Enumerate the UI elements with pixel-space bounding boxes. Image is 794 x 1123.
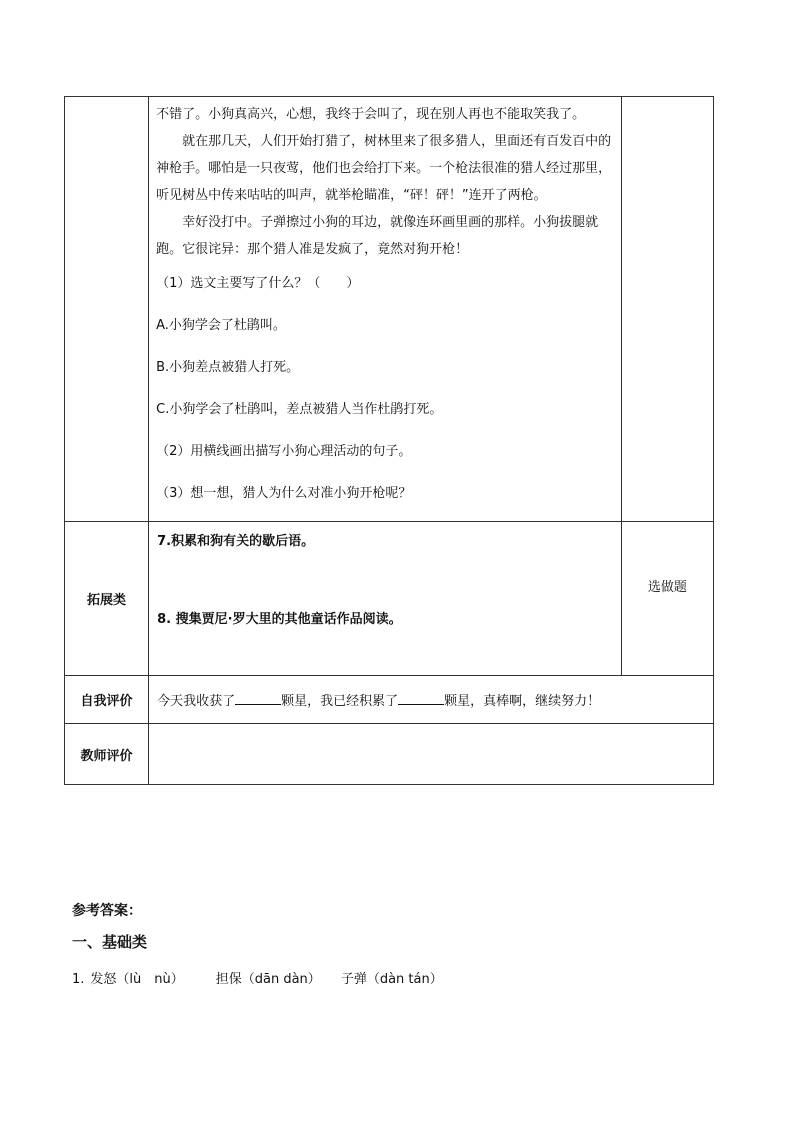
reading-passage-cell (149, 97, 622, 522)
self-evaluation-label: 自我评价 (65, 676, 149, 724)
option-b: B.小狗差点被猎人打死。 (156, 360, 300, 375)
self-eval-text-a: 今天我收获了 (157, 694, 236, 709)
question-1: （1）选文主要写了什么？（ ） (156, 276, 360, 291)
self-eval-text-b: 颗星，我已经积累了 (281, 694, 399, 709)
teacher-evaluation-row (65, 724, 714, 785)
teacher-evaluation-label: 教师评价 (65, 724, 149, 785)
answer-line-1 (72, 968, 443, 987)
answer-item-3: 子弹（dàn tán） (340, 972, 443, 987)
passage-paragraph-3: 幸好没打中。子弹擦过小狗的耳边，就像连环画里画的那样。小狗拔腿就跑。它很诧异：那个猎人准是发疯了，竟然对狗开枪！ (156, 215, 599, 257)
reading-label-cell (65, 97, 149, 522)
self-evaluation-row (65, 676, 714, 724)
extension-label: 拓展类 (65, 522, 149, 676)
question-2: （2）用横线画出描写小狗心理活动的句子。 (156, 444, 412, 459)
teacher-evaluation-cell[interactable] (149, 724, 714, 785)
star-count-blank-1[interactable] (235, 692, 281, 705)
option-a: A.小狗学会了杜鹃叫。 (156, 318, 286, 333)
answers-title: 参考答案： (72, 903, 142, 919)
option-c: C.小狗学会了杜鹃叫，差点被猎人当作杜鹃打死。 (156, 402, 443, 417)
answer-item-1: 发怒（lù nù） (90, 972, 184, 987)
extension-row (65, 522, 714, 676)
worksheet-table (64, 96, 714, 785)
reading-note-cell (621, 97, 713, 522)
extension-item-7: 7.积累和狗有关的歇后语。 (157, 534, 315, 549)
answer-item-2: 担保（dān dàn） (215, 972, 321, 987)
optional-note: 选做题 (621, 522, 713, 676)
extension-content-cell (149, 522, 622, 676)
section-title: 一、基础类 (72, 933, 148, 951)
question-3: （3）想一想，猎人为什么对准小狗开枪呢？ (156, 486, 412, 501)
self-evaluation-text (149, 676, 714, 724)
star-count-blank-2[interactable] (398, 692, 444, 705)
extension-item-8: 8. 搜集贾尼·罗大里的其他童话作品阅读。 (157, 612, 402, 627)
answer-number: 1. (72, 972, 85, 987)
passage-paragraph-1: 不错了。小狗真高兴，心想，我终于会叫了，现在别人再也不能取笑我了。 (156, 107, 586, 122)
self-eval-text-c: 颗星，真棒啊，继续努力！ (444, 694, 601, 709)
passage-paragraph-2: 就在那几天，人们开始打猎了，树林里来了很多猎人，里面还有百发百中的神枪手。哪怕是一只夜莺，他们也会给打下来。一个枪法很准的猎人经过那里，听见树丛中传来咕咕的叫声，就举枪瞄准，“砰！砰！”连开了两枪。 (156, 134, 612, 203)
reading-row (65, 97, 714, 522)
